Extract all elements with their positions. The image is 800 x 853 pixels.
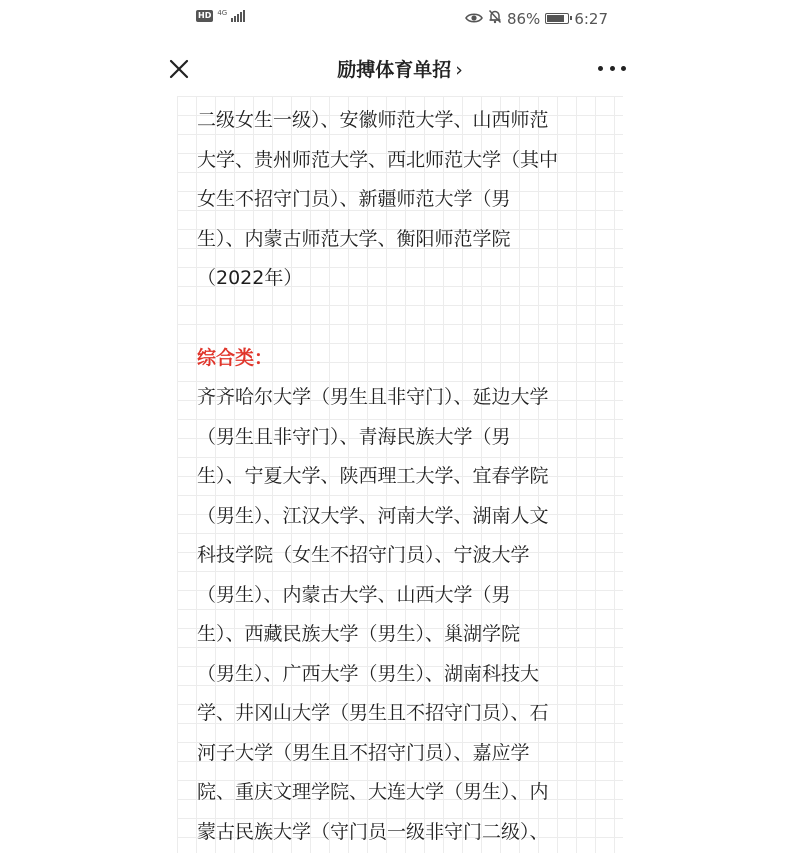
article-line: （男生）、内蒙古大学、山西大学（男	[197, 583, 511, 606]
article-line: 院、重庆文理学院、大连大学（男生）、内	[197, 781, 549, 803]
more-button[interactable]	[598, 61, 626, 75]
article-line: 生）、内蒙古师范大学、衡阳师范学院	[197, 227, 511, 250]
more-dot	[610, 66, 615, 71]
battery-icon	[545, 13, 569, 24]
account-title[interactable]: 励搏体育单招	[337, 59, 452, 81]
battery-level	[547, 15, 563, 22]
nav-title-area	[0, 55, 800, 82]
status-right	[465, 9, 608, 28]
article-line: 学、井冈山大学（男生且不招守门员）、石	[197, 702, 549, 724]
nav-bar	[0, 44, 800, 94]
article-content	[197, 101, 603, 852]
article-line: 生）、宁夏大学、陕西理工大学、宜春学院	[197, 465, 549, 487]
hd-badge: HD	[198, 11, 212, 20]
article-line: 齐齐哈尔大学（男生且非守门）、延边大学	[197, 386, 549, 408]
article-line: 女生不招守门员）、新疆师范大学（男	[197, 188, 511, 210]
eye-icon	[465, 10, 483, 28]
network-type: 4G	[217, 8, 228, 17]
paragraph-gap	[197, 299, 603, 339]
article-line: （2022年）	[197, 267, 303, 289]
section-heading: 综合类：	[197, 346, 274, 369]
article-line: （男生且非守门）、青海民族大学（男	[197, 425, 511, 448]
signal-icon	[231, 10, 245, 22]
article-line: 生）、西藏民族大学（男生）、巢湖学院	[197, 623, 521, 645]
article-line: 科技学院（女生不招守门员）、宁波大学	[197, 544, 530, 566]
article-line: 二级女生一级）、安徽师范大学、山西师范	[197, 109, 549, 131]
status-left	[196, 10, 245, 22]
article-line: 大学、贵州师范大学、西北师范大学（其中	[197, 148, 559, 171]
article-body[interactable]	[177, 96, 623, 853]
article-line: 河子大学（男生且不招守门员）、嘉应学	[197, 741, 530, 764]
more-dot	[621, 66, 626, 71]
battery-percent: 86%	[506, 9, 541, 28]
article-line: （男生）、江汉大学、河南大学、湖南人文	[197, 504, 549, 527]
status-bar	[0, 0, 800, 38]
more-dot	[598, 66, 603, 71]
chevron-right-icon: ›	[455, 59, 463, 81]
mute-bell-icon	[488, 9, 502, 28]
clock: 6:27	[574, 9, 608, 28]
article-line: 蒙古民族大学（守门员一级非守门二级）、	[197, 820, 549, 843]
article-line: （男生）、广西大学（男生）、湖南科技大	[197, 662, 540, 685]
